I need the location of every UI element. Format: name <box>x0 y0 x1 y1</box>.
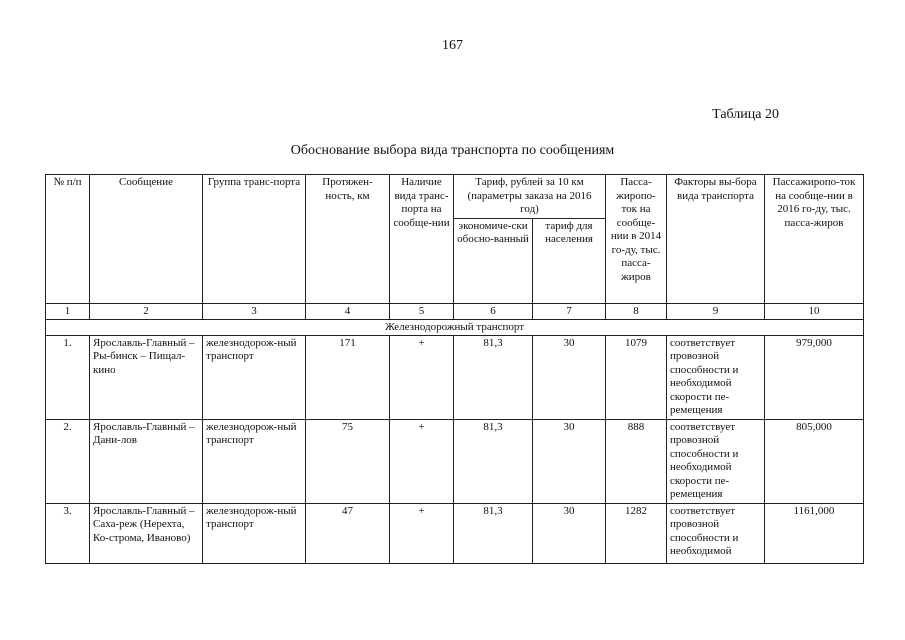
header-num: № п/п <box>46 175 90 304</box>
column-number: 5 <box>390 303 454 319</box>
row-num: 1. <box>46 335 90 419</box>
row-availability: + <box>390 335 454 419</box>
row-group: железнодорож-ный транспорт <box>203 419 306 503</box>
row-flow-2016: 979,000 <box>765 335 864 419</box>
header-flow-2014: Пасса-жиропо-ток на сообще-нии в 2014 го-ду, тыс. пасса-жиров <box>606 175 667 304</box>
header-route: Сообщение <box>90 175 203 304</box>
row-route: Ярославль-Главный – Саха-реж (Нерехта, Ко-строма, Иваново) <box>90 503 203 563</box>
row-tariff-econ: 81,3 <box>454 503 533 563</box>
header-tariff: Тариф, рублей за 10 км (параметры заказа на 2016 год) <box>454 175 606 219</box>
row-tariff-pop: 30 <box>533 335 606 419</box>
row-route: Ярославль-Главный – Дани-лов <box>90 419 203 503</box>
row-length: 171 <box>306 335 390 419</box>
header-availability: Наличие вида транс-порта на сообще-нии <box>390 175 454 304</box>
table-row <box>46 419 864 503</box>
column-number: 3 <box>203 303 306 319</box>
table-label: Таблица 20 <box>712 107 779 122</box>
row-flow-2014: 888 <box>606 419 667 503</box>
header-tariff-pop: тариф для населения <box>533 218 606 303</box>
header-factors: Факторы вы-бора вида транспорта <box>667 175 765 304</box>
row-factors: соответствует провозной способности и необходимой скорости пе-ремещения <box>667 419 765 503</box>
column-number: 9 <box>667 303 765 319</box>
column-number: 10 <box>765 303 864 319</box>
header-flow-2016: Пассажиропо-ток на сообще-нии в 2016 го-ду, тыс. пасса-жиров <box>765 175 864 304</box>
row-availability: + <box>390 419 454 503</box>
table-row <box>46 335 864 419</box>
header-length: Протяжен-ность, км <box>306 175 390 304</box>
row-flow-2014: 1282 <box>606 503 667 563</box>
row-route: Ярославль-Главный – Ры-бинск – Пищал-кино <box>90 335 203 419</box>
column-number: 7 <box>533 303 606 319</box>
row-flow-2016: 805,000 <box>765 419 864 503</box>
transport-table <box>45 174 864 564</box>
row-num: 3. <box>46 503 90 563</box>
row-tariff-econ: 81,3 <box>454 419 533 503</box>
row-factors: соответствует провозной способности и необходимой скорости пе-ремещения <box>667 335 765 419</box>
row-group: железнодорож-ный транспорт <box>203 335 306 419</box>
column-number-row <box>46 303 864 319</box>
header-tariff-econ: экономиче-ски обосно-ванный <box>454 218 533 303</box>
header-group: Группа транс-порта <box>203 175 306 304</box>
column-number: 4 <box>306 303 390 319</box>
row-length: 47 <box>306 503 390 563</box>
row-availability: + <box>390 503 454 563</box>
row-num: 2. <box>46 419 90 503</box>
page-number: 167 <box>442 38 463 53</box>
row-tariff-econ: 81,3 <box>454 335 533 419</box>
column-number: 1 <box>46 303 90 319</box>
row-tariff-pop: 30 <box>533 419 606 503</box>
column-number: 6 <box>454 303 533 319</box>
table-title: Обоснование выбора вида транспорта по сообщениям <box>290 143 615 158</box>
row-flow-2016: 1161,000 <box>765 503 864 563</box>
table-row <box>46 503 864 563</box>
row-group: железнодорож-ный транспорт <box>203 503 306 563</box>
row-factors: соответствует провозной способности и необходимой <box>667 503 765 563</box>
column-number: 8 <box>606 303 667 319</box>
row-tariff-pop: 30 <box>533 503 606 563</box>
row-length: 75 <box>306 419 390 503</box>
section-title: Железнодорожный транспорт <box>46 319 864 335</box>
column-number: 2 <box>90 303 203 319</box>
row-flow-2014: 1079 <box>606 335 667 419</box>
